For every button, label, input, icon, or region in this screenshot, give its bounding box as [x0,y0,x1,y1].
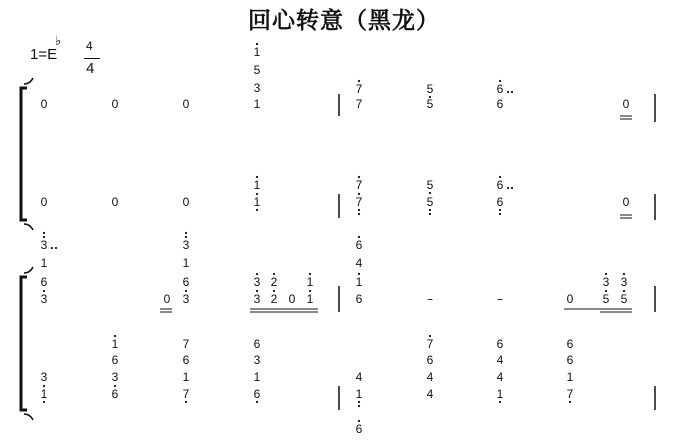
note: 6 [355,292,363,306]
note: 1 [566,370,574,384]
note: 6 [496,82,504,96]
note: 1 [355,275,363,289]
note: 5 [426,82,434,96]
note: 4 [496,370,504,384]
note: 6 [182,275,190,289]
note: 1 [40,387,48,401]
octave-dot-below [256,209,258,211]
octave-dot-above [358,80,360,82]
note: 6 [40,275,48,289]
note: 5 [602,292,610,306]
octave-dot-below [499,213,501,215]
note: 1 [496,387,504,401]
octave-dot-above [43,236,45,238]
augmentation-dot [507,187,509,189]
octave-dot-above [256,273,258,275]
octave-dot-above [256,176,258,178]
octave-dot-above [185,232,187,234]
note: 5 [426,97,434,111]
note: 7 [426,337,434,351]
note: 1 [253,195,261,209]
note: 3 [253,81,261,95]
note: 4 [355,370,363,384]
note: 1 [182,256,190,270]
octave-dot-above [358,273,360,275]
octave-dot-below [429,192,431,194]
octave-dot-above [185,290,187,292]
augmentation-dot [511,187,513,189]
note: 6 [496,97,504,111]
note: 0 [622,97,630,111]
octave-dot-above [499,80,501,82]
note: 3 [111,370,119,384]
note: 1 [253,370,261,384]
octave-dot-above [273,273,275,275]
note: 3 [253,292,261,306]
note: 5 [426,195,434,209]
octave-dot-below [358,213,360,215]
note: 1 [253,97,261,111]
augmentation-dot [511,91,513,93]
note: 3 [620,275,628,289]
note: 6 [566,353,574,367]
note: 0 [182,195,190,209]
time-signature-bottom: 4 [86,60,95,77]
note: 5 [620,292,628,306]
note: 1 [306,292,314,306]
note: 6 [253,387,261,401]
note: 5 [253,63,261,77]
note: 4 [426,387,434,401]
octave-dot-below [429,209,431,211]
note: – [427,292,433,306]
note: 4 [426,370,434,384]
octave-dot-above [43,385,45,387]
note: 3 [253,275,261,289]
bracket-system-1 [21,78,33,230]
note: 2 [270,292,278,306]
octave-dot-above [358,236,360,238]
note: 3 [40,238,48,252]
note: 6 [111,387,119,401]
octave-dot-above [309,290,311,292]
octave-dot-below [569,401,571,403]
octave-dot-above [43,290,45,292]
note: 3 [602,275,610,289]
key-label: 1= [30,46,48,63]
octave-dot-below [358,401,360,403]
note: 7 [355,195,363,209]
note: 7 [182,337,190,351]
octave-dot-above [43,232,45,234]
octave-dot-above [358,193,360,195]
flat-symbol: ♭ [55,33,62,48]
augmentation-dot [55,247,57,249]
octave-dot-below [499,401,501,403]
note: 0 [40,195,48,209]
time-signature-top: 4 [86,39,93,53]
octave-dot-below [185,401,187,403]
note: 6 [355,422,363,436]
note: 4 [355,256,363,270]
note: 1 [306,275,314,289]
note: 0 [182,97,190,111]
augmentation-dot [51,247,53,249]
octave-dot-above [623,273,625,275]
note: 6 [566,337,574,351]
octave-dot-below [358,405,360,407]
note: 1 [253,178,261,192]
note: 6 [253,337,261,351]
octave-dot-above [309,273,311,275]
note: 6 [496,178,504,192]
note: 6 [182,353,190,367]
octave-dot-above [185,236,187,238]
note: 1 [355,387,363,401]
note: 0 [288,292,296,306]
note: 3 [40,292,48,306]
note: 2 [270,275,278,289]
octave-dot-below [358,209,360,211]
octave-dot-above [429,335,431,337]
octave-dot-below [43,401,45,403]
note: 6 [496,337,504,351]
note: 3 [182,292,190,306]
note: 1 [40,256,48,270]
octave-dot-below [256,401,258,403]
note: 0 [111,195,119,209]
octave-dot-below [499,209,501,211]
note: 0 [566,292,574,306]
note: 6 [355,238,363,252]
augmentation-dot [507,91,509,93]
note: 0 [40,97,48,111]
note: 4 [496,353,504,367]
octave-dot-above [256,43,258,45]
note: 7 [182,387,190,401]
note: 3 [40,370,48,384]
note: 6 [111,353,119,367]
octave-dot-above [256,193,258,195]
octave-dot-above [273,290,275,292]
note: 0 [622,195,630,209]
note: 5 [426,178,434,192]
note: 1 [253,45,261,59]
octave-dot-above [358,176,360,178]
note: 3 [182,238,190,252]
note: 0 [163,292,171,306]
octave-dot-above [114,385,116,387]
note: 7 [566,387,574,401]
note: 7 [355,178,363,192]
bracket-system-2 [21,267,33,420]
octave-dot-above [358,420,360,422]
octave-dot-above [605,273,607,275]
octave-dot-below [429,213,431,215]
note: 6 [426,353,434,367]
octave-dot-above [114,335,116,337]
octave-dot-above [605,290,607,292]
octave-dot-above [499,176,501,178]
note: 0 [111,97,119,111]
octave-dot-above [256,290,258,292]
key-note: E [47,46,58,63]
note: 7 [355,82,363,96]
octave-dot-above [623,290,625,292]
note: 7 [355,97,363,111]
note: 1 [111,337,119,351]
note: – [497,292,503,306]
note: 6 [496,195,504,209]
note: 3 [253,353,261,367]
song-title: 回心转意（黑龙） [248,8,440,34]
note: 1 [182,370,190,384]
